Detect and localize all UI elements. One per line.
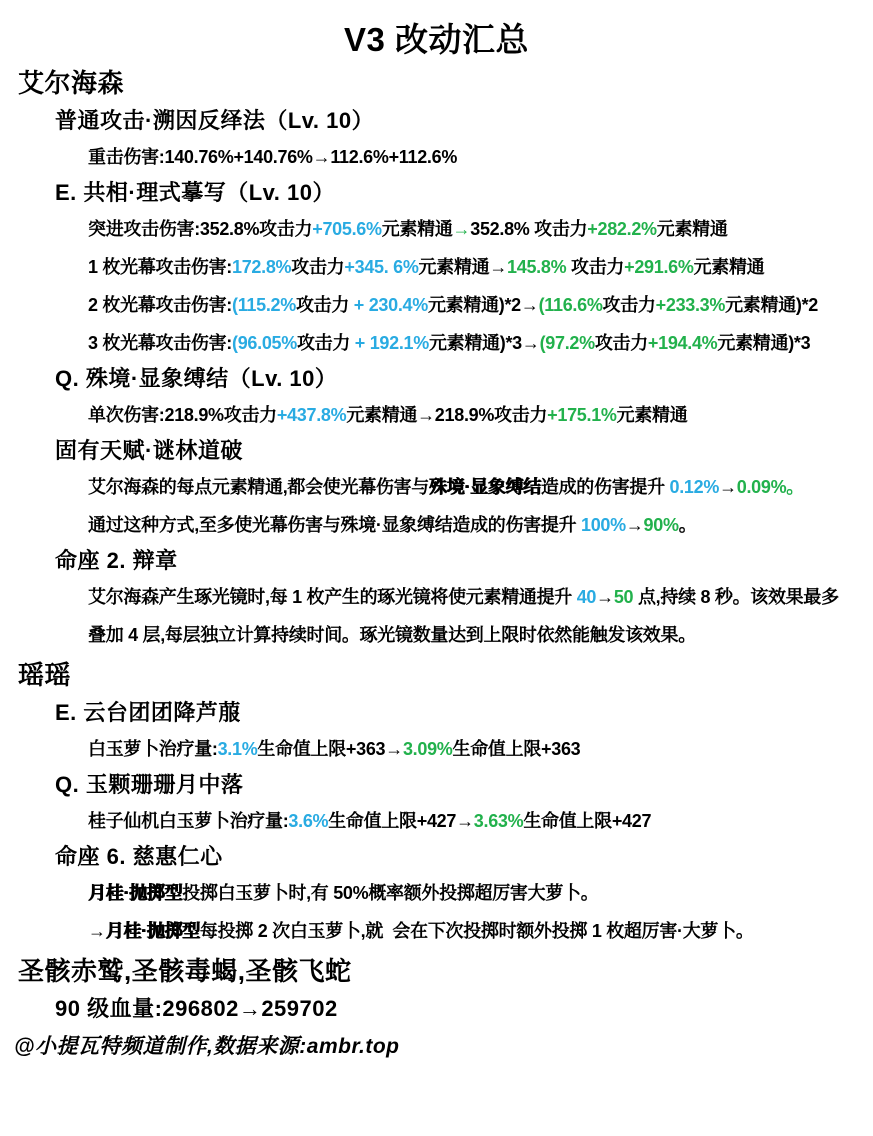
text-segment: 元素精通 <box>381 219 453 239</box>
text-segment: 命座 6. 慈惠仁心 <box>55 844 223 869</box>
text-segment: 瑶瑶 <box>18 660 72 690</box>
section-heading-l2 <box>0 696 865 730</box>
text-segment: 攻击力 <box>566 257 625 277</box>
change-line <box>0 578 865 654</box>
new-value: 3.63% <box>473 811 524 831</box>
text-segment: 桂子仙机白玉萝卜治疗量: <box>88 811 289 831</box>
old-value: (115.2% <box>232 295 296 315</box>
text-segment: E. 共相·理式摹写（Lv. 10） <box>55 180 335 205</box>
text-segment: 元素精通)*2 <box>725 295 819 315</box>
new-value: 50 <box>613 587 634 607</box>
text-segment: 生命值上限+427→ <box>328 811 474 831</box>
section-heading-l2 <box>0 544 865 578</box>
old-value: 0.12% <box>669 477 720 497</box>
change-line <box>0 506 865 544</box>
change-line <box>0 138 865 176</box>
text-segment: 投掷白玉萝卜时,有 50%概率额外投掷超厉害大萝卜。 <box>182 883 599 903</box>
emphasis-text: 月桂·抛掷型 <box>88 883 183 903</box>
new-value: +233.3% <box>655 295 726 315</box>
text-segment: 艾尔海森的每点元素精通,都会使光幕伤害与 <box>88 477 429 497</box>
old-value: 3.1% <box>217 739 258 759</box>
change-line <box>0 874 865 912</box>
text-segment: → <box>625 515 644 535</box>
text-segment: → <box>88 921 106 941</box>
document-body <box>0 62 873 1026</box>
text-segment: 造成的伤害提升 <box>540 477 670 497</box>
old-value: 172.8% <box>232 257 292 277</box>
change-line <box>0 324 865 362</box>
text-segment: 命座 2. 辩章 <box>55 548 178 573</box>
emphasis-text: 月桂·抛掷型 <box>105 921 200 941</box>
text-segment: 白玉萝卜治疗量: <box>88 739 218 759</box>
text-segment: 每投掷 2 次白玉萝卜,就 会在下次投掷时额外投掷 1 枚超厉害·大萝卜。 <box>199 921 754 941</box>
text-segment: 固有天赋·谜林道破 <box>55 438 243 463</box>
change-line <box>0 802 865 840</box>
text-segment: 艾尔海森产生琢光镜时,每 1 枚产生的琢光镜将使元素精通提升 <box>88 587 577 607</box>
text-segment: 点,持续 8 秒。该效果最多叠加 4 层,每层独立计算持续时间。琢光镜数量达到上限时依然能触发该效果。 <box>88 587 839 645</box>
text-segment: 元素精通)*3 <box>717 333 811 353</box>
old-value: 100% <box>581 515 626 535</box>
text-segment: 单次伤害:218.9%攻击力 <box>88 405 277 425</box>
text-segment: 重击伤害:140.76%+140.76%→112.6%+112.6% <box>88 147 458 167</box>
text-segment: 。 <box>678 515 697 535</box>
text-segment: 元素精通→218.9%攻击力 <box>346 405 548 425</box>
section-heading-l2 <box>0 434 865 468</box>
text-segment: 通过这种方式,至多使光幕伤害与殊境·显象缚结造成的伤害提升 <box>88 515 581 535</box>
new-value: +291.6% <box>624 257 694 277</box>
section-heading-l2 <box>0 104 865 138</box>
old-value: + 192.1% <box>354 333 429 353</box>
new-value: +282.2% <box>587 219 657 239</box>
text-segment: 普通攻击·溯因反绎法（Lv. 10） <box>55 108 375 133</box>
text-segment: 3 枚光幕攻击伤害: <box>88 333 233 353</box>
old-value: +437.8% <box>276 405 347 425</box>
new-value: +194.4% <box>647 333 718 353</box>
text-segment: → <box>719 477 737 497</box>
text-segment: E. 云台团团降芦菔 <box>55 700 241 725</box>
text-segment: 2 枚光幕攻击伤害: <box>88 295 233 315</box>
text-segment: 生命值上限+363 <box>452 739 581 759</box>
text-segment: → <box>596 587 614 607</box>
old-value: (96.05% <box>232 333 297 353</box>
text-segment: 元素精通)*3→ <box>428 333 540 353</box>
change-line <box>0 468 865 506</box>
section-heading-l2 <box>0 768 865 802</box>
text-segment: Q. 殊境·显象缚结（Lv. 10） <box>55 366 338 391</box>
change-line <box>0 730 865 768</box>
text-segment: 90 级血量:296802→259702 <box>55 996 338 1021</box>
text-segment: 突进攻击伤害:352.8%攻击力 <box>88 219 313 239</box>
old-value: 40 <box>576 587 597 607</box>
old-value: +345. 6% <box>344 257 419 277</box>
text-segment: 攻击力 <box>602 295 656 315</box>
old-value: +705.6% <box>312 219 382 239</box>
page-title: V3 改动汇总 <box>343 21 530 58</box>
text-segment: 1 枚光幕攻击伤害: <box>88 257 233 277</box>
new-value: 0.09%。 <box>736 477 805 497</box>
text-segment: 生命值上限+427 <box>523 811 652 831</box>
change-line <box>0 248 865 286</box>
emphasis-text: 殊境·显象缚结 <box>429 477 541 497</box>
change-line <box>0 912 865 950</box>
new-value: (116.6% <box>538 295 603 315</box>
old-value: + 230.4% <box>353 295 428 315</box>
section-heading-l2 <box>0 992 865 1026</box>
section-heading-l1 <box>0 654 865 696</box>
new-value: (97.2% <box>539 333 595 353</box>
text-segment: 攻击力 <box>594 333 648 353</box>
text-segment: 圣骸赤鹫,圣骸毒蝎,圣骸飞蛇 <box>18 956 352 986</box>
text-segment: 元素精通)*2→ <box>427 295 539 315</box>
change-line <box>0 210 865 248</box>
new-value: → <box>452 219 471 239</box>
text-segment: 元素精通 <box>693 257 765 277</box>
text-segment: Q. 玉颗珊珊月中落 <box>55 772 244 797</box>
change-line <box>0 286 865 324</box>
text-segment: 攻击力 <box>296 333 355 353</box>
text-segment: 352.8% 攻击力 <box>470 219 588 239</box>
new-value: 90% <box>643 515 679 535</box>
section-heading-l2 <box>0 176 865 210</box>
section-heading-l2 <box>0 840 865 874</box>
section-heading-l2 <box>0 362 865 396</box>
section-heading-l1 <box>0 950 865 992</box>
text-segment: 攻击力 <box>291 257 345 277</box>
text-segment: 攻击力 <box>295 295 354 315</box>
new-value: 145.8% <box>507 257 567 277</box>
new-value: 3.09% <box>402 739 453 759</box>
new-value: +175.1% <box>547 405 617 425</box>
old-value: 3.6% <box>288 811 329 831</box>
text-segment: 生命值上限+363→ <box>257 739 403 759</box>
footer-credit: @小提瓦特频道制作,数据来源:ambr.top <box>14 1035 400 1058</box>
section-heading-l1 <box>0 62 865 104</box>
change-line <box>0 396 865 434</box>
text-segment: 艾尔海森 <box>18 68 125 98</box>
text-segment: 元素精通 <box>656 219 728 239</box>
text-segment: 元素精通→ <box>418 257 508 277</box>
text-segment: 元素精通 <box>616 405 688 425</box>
